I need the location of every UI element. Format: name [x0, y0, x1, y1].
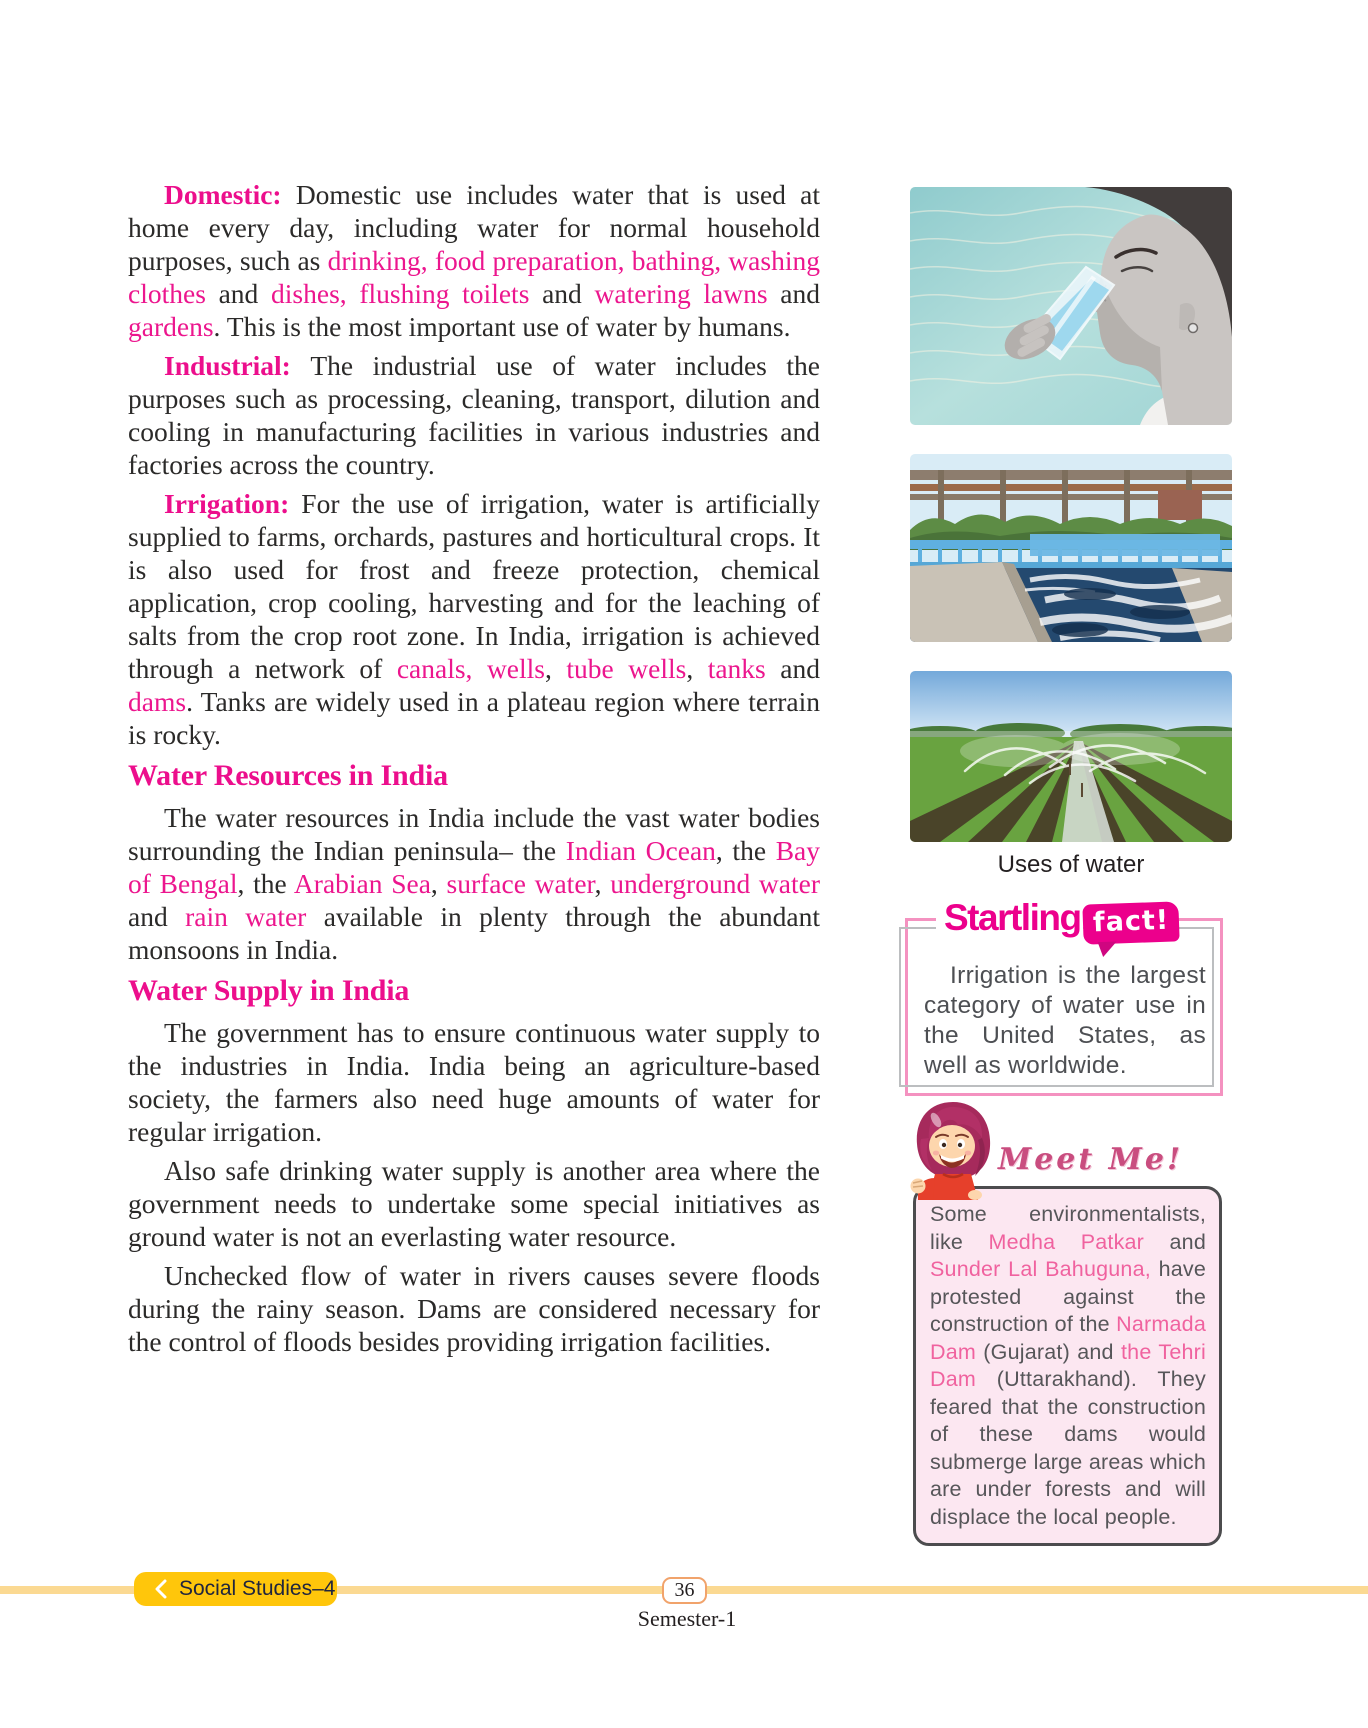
- text-segment: Arabian Sea: [293, 868, 431, 899]
- text-segment: and: [765, 653, 820, 684]
- text-segment: rain water: [185, 901, 307, 932]
- text-segment: and: [128, 901, 186, 932]
- text-segment: For the use of irrigation, water is artificially supplied to farms, orchards, pastures and horticultural crops. It is also used for frost and freeze protection, chemical application, crop cooling, harvesting and for the leaching of salts from the crop root zone. In India, irrigation is achieved through a network of: [128, 488, 820, 684]
- heading-water-resources: [128, 757, 820, 795]
- girl-avatar: [903, 1094, 1003, 1200]
- text-segment: and: [767, 278, 820, 309]
- text-segment: The water resources in India include the vast water bodies surrounding the Indian peninsula– the: [128, 802, 820, 866]
- meet-me-box: [913, 1186, 1222, 1546]
- footer-book-title: Social Studies–4: [179, 1577, 336, 1600]
- text-segment: ,: [545, 653, 567, 684]
- text-segment: the Tehri Dam: [930, 1339, 1206, 1391]
- industrial-water-illustration: [910, 454, 1232, 642]
- text-segment: Also safe drinking water supply is another area where the government needs to undertake some special initiatives as ground water is not an everlasting water resource.: [128, 1155, 820, 1252]
- text-segment: Narmada Dam: [930, 1312, 1206, 1364]
- meet-me-title: Meet Me!: [998, 1142, 1184, 1177]
- text-segment: tube wells: [566, 653, 687, 684]
- text-segment: Domestic use includes water that is used at home every day, including water for normal household purposes, such as: [128, 179, 820, 276]
- text-segment: dishes, flushing toilets: [271, 278, 530, 309]
- paragraph-water-resources: [128, 801, 820, 966]
- text-segment: drinking, food preparation, bathing, washing clothes: [128, 245, 820, 309]
- fact-title-startling: Startling: [936, 897, 1083, 939]
- text-segment: The government has to ensure continuous water supply to the industries in India. India being an agriculture-based society, the farmers also need huge amounts of water for regular irrigation.: [128, 1017, 820, 1147]
- text-segment: Medha Patkar: [988, 1229, 1145, 1254]
- paragraph-floods: [128, 1259, 820, 1358]
- text-segment: . Tanks are widely used in a plateau region where terrain is rocky.: [128, 686, 820, 750]
- paragraph-water-supply-1: [128, 1016, 820, 1148]
- page-number-badge: 36: [662, 1577, 707, 1604]
- text-segment: gardens: [128, 311, 214, 342]
- footer-semester-label: Semester-1: [637, 1606, 737, 1631]
- fact-badge: fact!: [1082, 901, 1180, 944]
- text-segment: and: [1144, 1229, 1206, 1254]
- figure-caption: Uses of water: [997, 851, 1145, 878]
- text-segment: Water Supply in India: [128, 974, 410, 1007]
- text-segment: ,: [594, 868, 611, 899]
- text-segment: watering lawns: [594, 278, 768, 309]
- startling-fact-box: [905, 897, 1223, 1096]
- text-segment: ,: [686, 653, 708, 684]
- photo-drinking-water: [910, 187, 1232, 425]
- text-segment: ,: [430, 868, 447, 899]
- text-segment: (Gujarat) and: [976, 1339, 1121, 1364]
- text-segment: tanks: [707, 653, 766, 684]
- chevron-left-icon: [154, 1579, 167, 1599]
- paragraph-water-supply-2: [128, 1154, 820, 1253]
- text-segment: . This is the most important use of water by humans.: [213, 311, 791, 342]
- photo-water-treatment-plant: [910, 454, 1232, 642]
- text-segment: Bay of Bengal: [128, 835, 820, 899]
- girl-avatar-illustration: [903, 1094, 1003, 1200]
- text-segment: underground water: [610, 868, 820, 899]
- fact-text: [924, 961, 1206, 1081]
- text-segment: Domestic:: [164, 179, 296, 210]
- fact-box-header: [936, 897, 1179, 943]
- article-text-column: [128, 178, 820, 1364]
- photo-irrigation-field: [910, 671, 1232, 842]
- text-segment: and: [205, 278, 272, 309]
- text-segment: canals, wells: [396, 653, 545, 684]
- heading-water-supply: [128, 972, 820, 1010]
- paragraph-irrigation: [128, 487, 820, 751]
- irrigation-illustration: [910, 671, 1232, 842]
- text-segment: dams: [128, 686, 187, 717]
- text-segment: , the: [237, 868, 294, 899]
- text-segment: Industrial:: [164, 350, 311, 381]
- text-segment: The industrial use of water includes the purposes such as processing, cleaning, transport, dilution and cooling in manufacturing facilities in various industries and factories across the country.: [128, 350, 820, 480]
- text-segment: Irrigation is the largest category of water use in the United States, as well as worldwide.: [924, 962, 1206, 1079]
- drinking-water-illustration: [910, 187, 1232, 425]
- text-segment: (Uttarakhand). They feared that the construction of these dams would submerge large areas which are under forests and will displace the local people.: [930, 1367, 1206, 1529]
- text-segment: available in plenty through the abundant monsoons in India.: [128, 901, 820, 965]
- text-segment: Irrigation:: [164, 488, 302, 519]
- text-segment: Indian Ocean: [565, 835, 716, 866]
- text-segment: Water Resources in India: [128, 759, 448, 792]
- footer-back-badge[interactable]: [134, 1572, 337, 1606]
- text-segment: Sunder Lal Bahuguna,: [930, 1257, 1151, 1281]
- paragraph-domestic: [128, 178, 820, 343]
- text-segment: Some environmentalists, like: [930, 1202, 1206, 1254]
- text-segment: surface water: [446, 868, 595, 899]
- text-segment: , the: [715, 835, 776, 866]
- text-segment: and: [529, 278, 595, 309]
- paragraph-industrial: [128, 349, 820, 481]
- text-segment: Unchecked flow of water in rivers causes severe floods during the rainy season. Dams are considered necessary for the control of floods besides providing irrigation facilities.: [128, 1260, 820, 1357]
- text-segment: have protested against the construction of the: [930, 1257, 1206, 1336]
